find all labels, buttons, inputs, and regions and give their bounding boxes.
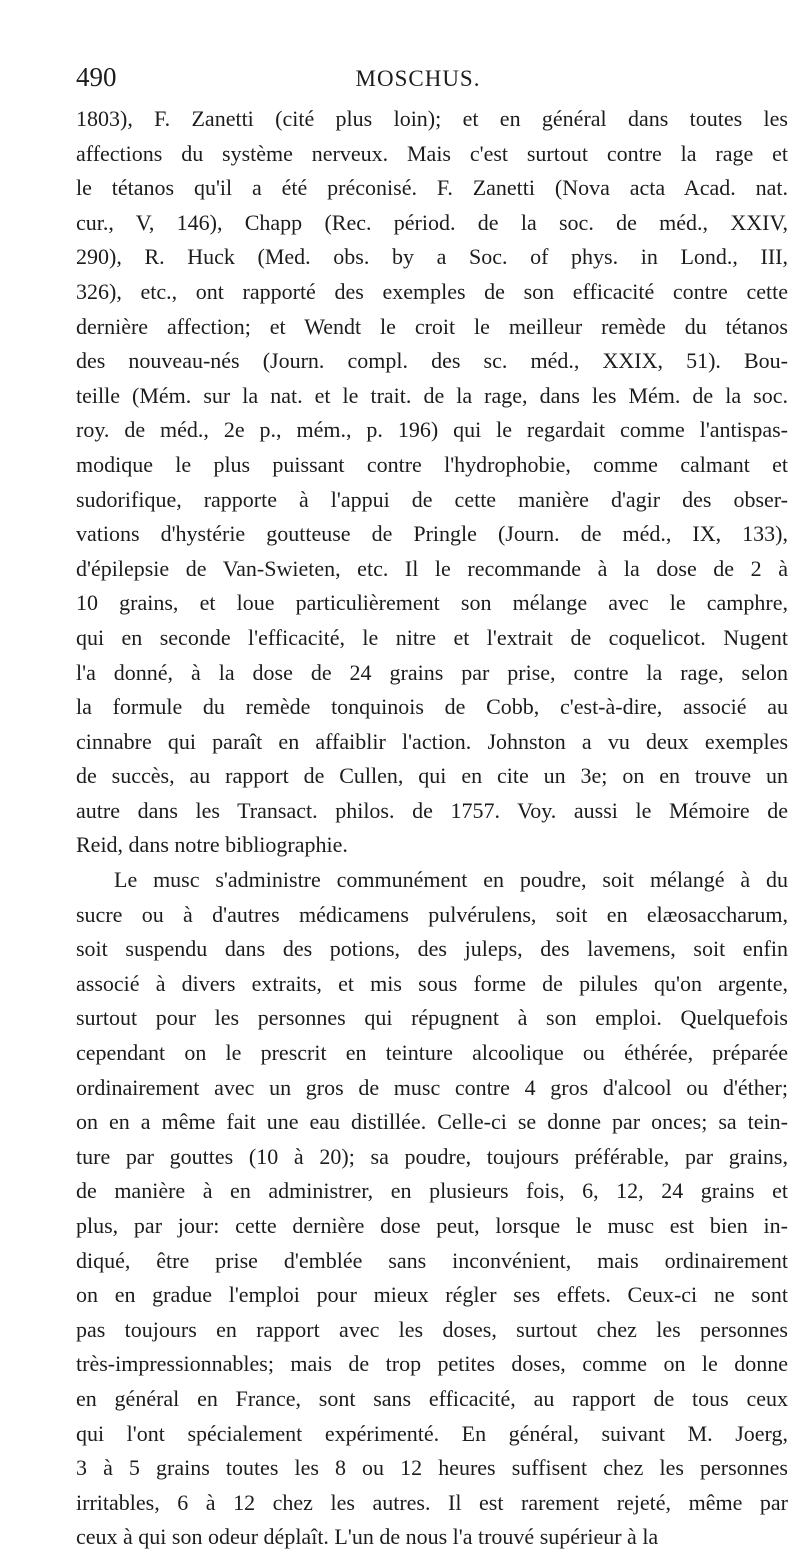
text-line: qui en seconde l'efficacité, le nitre et l'extrait de coquelicot. Nugent bbox=[76, 624, 788, 650]
text-line: on en a même fait une eau distillée. Celle-ci se donne par onces; sa tein- bbox=[76, 1109, 788, 1135]
text-line: Le musc s'administre communément en poudre, soit mélangé à du bbox=[114, 867, 788, 893]
text-line: cependant on le prescrit en teinture alcoolique ou éthérée, préparée bbox=[76, 1040, 788, 1066]
running-head: MOSCHUS. bbox=[355, 66, 481, 91]
text-line: en général en France, sont sans efficacité, au rapport de tous ceux bbox=[76, 1385, 788, 1411]
text-line: 10 grains, et loue particulièrement son mélange avec le camphre, bbox=[76, 590, 788, 616]
text-line: de manière à en administrer, en plusieurs fois, 6, 12, 24 grains et bbox=[76, 1178, 788, 1204]
text-line: cinnabre qui paraît en affaiblir l'action. Johnston a vu deux exemples bbox=[76, 728, 788, 754]
page-header bbox=[76, 62, 760, 102]
text-line: affections du système nerveux. Mais c'est surtout contre la rage et bbox=[76, 140, 788, 166]
text-line: d'épilepsie de Van-Swieten, etc. Il le recommande à la dose de 2 à bbox=[76, 555, 788, 581]
text-line: Reid, dans notre bibliographie. bbox=[76, 832, 348, 858]
text-line: associé à divers extraits, et mis sous forme de pilules qu'on argente, bbox=[76, 970, 788, 996]
text-line: qui l'ont spécialement expérimenté. En général, suivant M. Joerg, bbox=[76, 1420, 788, 1446]
text-line: ceux à qui son odeur déplaît. L'un de nous l'a trouvé supérieur à la bbox=[76, 1524, 659, 1550]
text-line: cur., V, 146), Chapp (Rec. périod. de la soc. de méd., XXIV, bbox=[76, 209, 788, 235]
text-line: 290), R. Huck (Med. obs. by a Soc. of phys. in Lond., III, bbox=[76, 244, 788, 270]
text-line: sucre ou à d'autres médicamens pulvérulens, soit en elæosaccharum, bbox=[76, 901, 788, 927]
text-line: plus, par jour: cette dernière dose peut, lorsque le musc est bien in- bbox=[76, 1213, 788, 1238]
text-line: 3 à 5 grains toutes les 8 ou 12 heures suffisent chez les personnes bbox=[76, 1455, 788, 1481]
text-line: on en gradue l'emploi pour mieux régler ses effets. Ceux-ci ne sont bbox=[76, 1282, 788, 1308]
paragraph bbox=[76, 102, 788, 863]
text-line: l'a donné, à la dose de 24 grains par prise, contre la rage, selon bbox=[76, 659, 788, 685]
text-line: diqué, être prise d'emblée sans inconvénient, mais ordinairement bbox=[76, 1247, 788, 1273]
text-line: ture par gouttes (10 à 20); sa poudre, toujours préférable, par grains, bbox=[76, 1143, 788, 1169]
text-line: 1803), F. Zanetti (cité plus loin); et en général dans toutes les bbox=[76, 106, 788, 131]
text-line: le tétanos qu'il a été préconisé. F. Zanetti (Nova acta Acad. nat. bbox=[76, 175, 788, 201]
body-text bbox=[76, 102, 788, 1555]
text-line: la formule du remède tonquinois de Cobb, c'est-à-dire, associé au bbox=[76, 694, 788, 720]
text-line: teille (Mém. sur la nat. et le trait. de la rage, dans les Mém. de la soc. bbox=[76, 382, 788, 408]
text-line: sudorifique, rapporte à l'appui de cette manière d'agir des obser- bbox=[76, 486, 788, 512]
text-line: 326), etc., ont rapporté des exemples de son efficacité contre cette bbox=[76, 278, 788, 304]
text-line: très-impressionnables; mais de trop petites doses, comme on le donne bbox=[76, 1351, 788, 1377]
text-line: surtout pour les personnes qui répugnent à son emploi. Quelquefois bbox=[76, 1005, 788, 1031]
text-line: autre dans les Transact. philos. de 1757. Voy. aussi le Mémoire de bbox=[76, 797, 788, 823]
text-line: vations d'hystérie goutteuse de Pringle (Journ. de méd., IX, 133), bbox=[76, 521, 788, 547]
text-line: pas toujours en rapport avec les doses, surtout chez les personnes bbox=[76, 1316, 788, 1342]
paragraph bbox=[76, 863, 788, 1555]
text-line: soit suspendu dans des potions, des juleps, des lavemens, soit enfin bbox=[76, 936, 788, 962]
text-line: de succès, au rapport de Cullen, qui en cite un 3e; on en trouve un bbox=[76, 763, 788, 789]
text-line: modique le plus puissant contre l'hydrophobie, comme calmant et bbox=[76, 451, 788, 477]
text-line: dernière affection; et Wendt le croit le meilleur remède du tétanos bbox=[76, 313, 788, 339]
page-number: 490 bbox=[76, 62, 117, 92]
text-line: des nouveau-nés (Journ. compl. des sc. méd., XXIX, 51). Bou- bbox=[76, 348, 788, 374]
text-line: roy. de méd., 2e p., mém., p. 196) qui le regardait comme l'antispas- bbox=[76, 417, 788, 443]
text-line: irritables, 6 à 12 chez les autres. Il est rarement rejeté, même par bbox=[76, 1489, 788, 1515]
text-line: ordinairement avec un gros de musc contre 4 gros d'alcool ou d'éther; bbox=[76, 1074, 788, 1100]
